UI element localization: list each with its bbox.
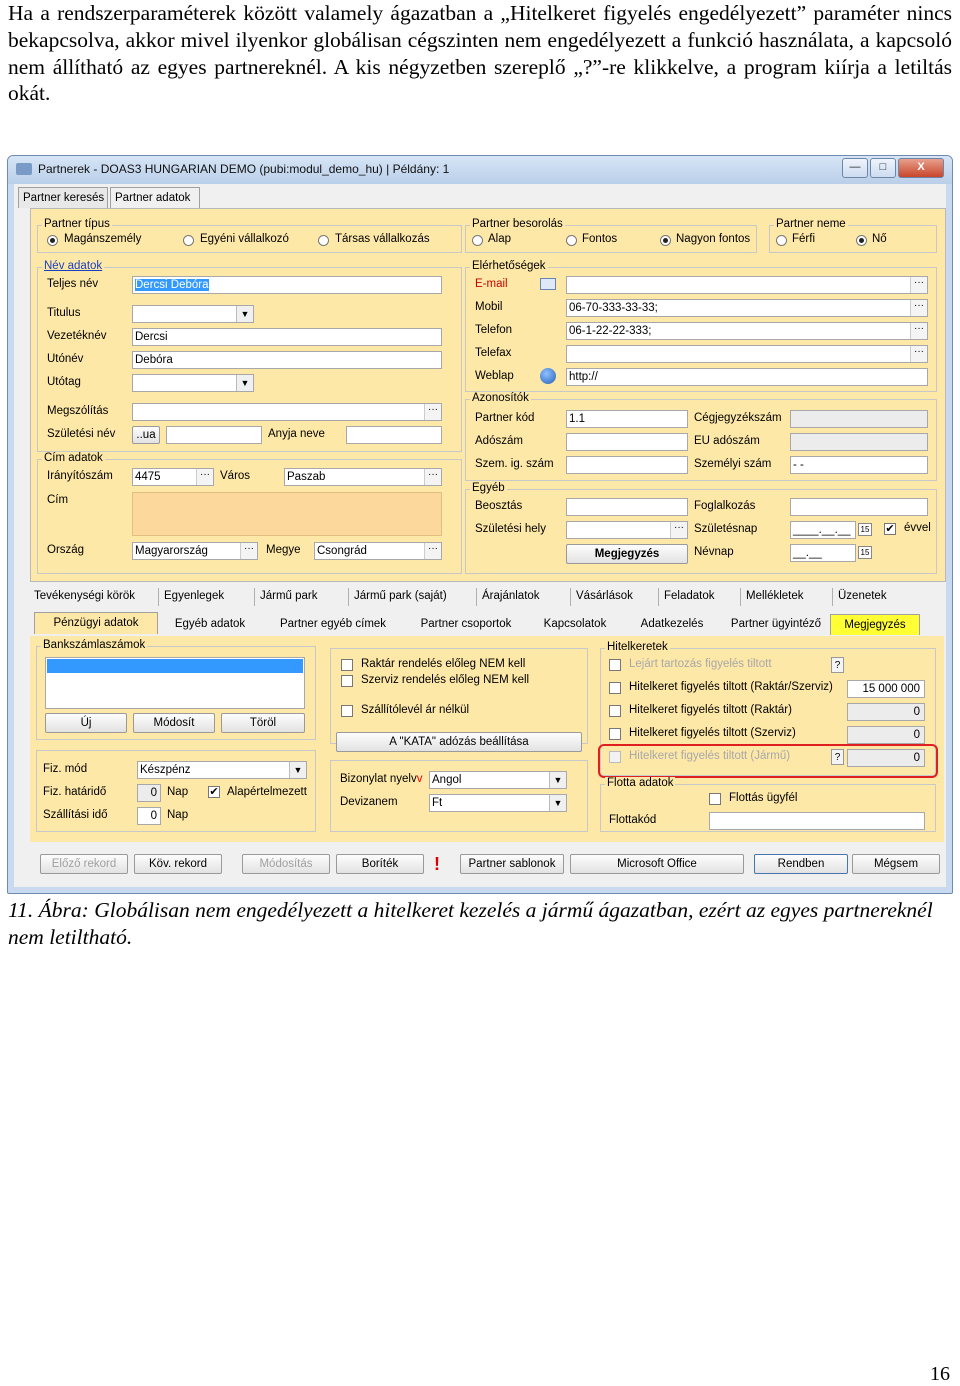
- weblap-field[interactable]: http://: [566, 368, 928, 386]
- ellipsis-icon[interactable]: ···: [910, 277, 927, 293]
- label-megye: Megye: [266, 544, 301, 556]
- ellipsis-icon[interactable]: ···: [424, 469, 441, 485]
- megsem-button[interactable]: Mégsem: [852, 854, 940, 874]
- azonositok-group: [465, 392, 937, 481]
- radio-tarsas-vallalkozas[interactable]: [318, 235, 329, 246]
- label-hitelkeret-szerviz: Hitelkeret figyelés tiltott (Szerviz): [629, 727, 796, 739]
- label-ferfi: Férfi: [792, 233, 815, 245]
- teljes-nev-value: Dercsi Debóra: [135, 279, 209, 291]
- label-nagyon-fontos: Nagyon fontos: [676, 233, 751, 245]
- adoszam-field[interactable]: [566, 433, 688, 451]
- cim-field[interactable]: [132, 492, 442, 536]
- partner-tipus-legend: Partner típus: [44, 218, 110, 230]
- tabs-row-1: [30, 587, 944, 609]
- hitelkeret-jarmu-value[interactable]: 0: [847, 749, 925, 767]
- bizonylat-nyelv-select[interactable]: [429, 771, 567, 789]
- mobil-field[interactable]: [566, 299, 928, 317]
- modosit-button[interactable]: Módosít: [133, 713, 215, 733]
- titulus-select[interactable]: [132, 305, 254, 323]
- label-varos: Város: [220, 470, 251, 482]
- uj-button[interactable]: Új: [45, 713, 127, 733]
- ellipsis-icon[interactable]: ···: [910, 346, 927, 362]
- fiz-mod-select[interactable]: [137, 761, 307, 779]
- szallitasi-ido-field[interactable]: 0: [137, 807, 161, 825]
- bizonylat-nyelv-mark: v: [416, 773, 423, 785]
- bizonylat-nyelv-text: Bizonylat nyelv: [340, 773, 417, 785]
- label-no: Nő: [872, 233, 887, 245]
- title-bar: [8, 156, 952, 184]
- partner-window: [7, 155, 953, 894]
- flottas-ugyfel-checkbox[interactable]: [709, 793, 721, 805]
- iranyitoszam-value: 4475: [135, 471, 161, 483]
- tab-row1-item[interactable]: Jármű park (saját): [354, 590, 447, 602]
- label-utonev: Utónév: [47, 353, 84, 365]
- label-utotag: Utótag: [47, 376, 81, 388]
- chevron-down-icon: ▼: [549, 772, 566, 788]
- label-szallitasi-ido: Szállítási idő: [43, 809, 108, 821]
- tab-row1-item[interactable]: Üzenetek: [838, 590, 887, 602]
- azonositok-legend: Azonosítók: [472, 392, 529, 404]
- label-cegjegyzekszam: Cégjegyzékszám: [694, 412, 782, 424]
- tab-row1-item[interactable]: Egyenlegek: [164, 590, 225, 602]
- megye-value: Csongrád: [317, 545, 367, 557]
- tabs-row-2: [30, 612, 944, 634]
- tab-separator: [740, 588, 741, 606]
- fiz-mod-value: Készpénz: [140, 764, 191, 776]
- partner-kod-field[interactable]: 1.1: [566, 410, 688, 428]
- window-client: [14, 184, 946, 887]
- tab-row1-item[interactable]: Árajánlatok: [482, 590, 540, 602]
- tab-row2-item[interactable]: Egyéb adatok: [174, 618, 246, 630]
- devizanem-select[interactable]: [429, 794, 567, 812]
- label-partner-kod: Partner kód: [475, 412, 535, 424]
- hitelkeret-raktar-value[interactable]: 0: [847, 703, 925, 721]
- vezeteknev-field[interactable]: Dercsi: [132, 328, 442, 346]
- label-hitelkeret-raktar: Hitelkeret figyelés tiltott (Raktár): [629, 704, 792, 716]
- label-szuletesnap: Születésnap: [694, 523, 758, 535]
- label-szerviz-eloleg: Szerviz rendelés előleg NEM kell: [361, 674, 530, 686]
- megye-field[interactable]: [314, 542, 442, 560]
- calendar-icon[interactable]: 15: [858, 523, 872, 536]
- telefax-field[interactable]: [566, 345, 928, 363]
- label-maganszemely: Magánszemély: [64, 233, 142, 245]
- label-foglalkozas: Foglalkozás: [694, 500, 756, 512]
- ellipsis-icon[interactable]: ···: [670, 522, 687, 538]
- kov-rekord-button[interactable]: Köv. rekord: [134, 854, 222, 874]
- utonev-field[interactable]: Debóra: [132, 351, 442, 369]
- tab-partner-kereses[interactable]: Partner keresés: [18, 187, 108, 208]
- highlight-frame: [598, 744, 938, 778]
- tab-row2-item[interactable]: Partner csoportok: [420, 618, 512, 630]
- hitelkeret-szerviz-checkbox[interactable]: [609, 728, 621, 740]
- label-email: E-mail: [475, 278, 508, 290]
- foglalkozas-field[interactable]: [790, 498, 928, 516]
- bankszamlaszamok-group: [36, 639, 316, 740]
- szallitolevel-checkbox[interactable]: [341, 705, 353, 717]
- fiz-hatarido-field[interactable]: 0: [137, 784, 161, 802]
- label-hitelkeret-jarmu: Hitelkeret figyelés tiltott (Jármű): [629, 750, 791, 762]
- label-megszolitas: Megszólítás: [47, 405, 109, 417]
- varos-value: Paszab: [287, 471, 326, 483]
- label-bizonylat-nyelv: [340, 773, 422, 785]
- label-mobil: Mobil: [475, 301, 503, 313]
- radio-nagyon-fontos[interactable]: [660, 235, 671, 246]
- label-nap-2: Nap: [167, 809, 189, 821]
- ellipsis-icon[interactable]: ···: [196, 469, 213, 485]
- chevron-down-icon: ▼: [236, 306, 253, 322]
- rendben-button[interactable]: Rendben: [754, 854, 848, 874]
- szuletesi-nev-field[interactable]: [166, 426, 262, 444]
- kata-button[interactable]: A "KATA" adózás beállítása: [336, 732, 582, 752]
- minimize-button[interactable]: —: [842, 158, 868, 178]
- iranyitoszam-field[interactable]: [132, 468, 214, 486]
- nevnap-field[interactable]: __.__: [790, 544, 856, 562]
- calendar-icon[interactable]: 15: [858, 546, 872, 559]
- rendeles-group: [330, 648, 588, 744]
- selected-row[interactable]: [47, 659, 303, 673]
- tab-separator: [658, 588, 659, 606]
- raktar-elolegl-checkbox[interactable]: [341, 659, 353, 671]
- bankszamla-list[interactable]: [45, 657, 305, 709]
- boritek-button[interactable]: Boríték: [336, 854, 424, 874]
- question-icon[interactable]: ?: [831, 749, 844, 765]
- hitelkeretek-legend: Hitelkeretek: [607, 641, 668, 653]
- label-flottas-ugyfel: Flottás ügyfél: [729, 792, 798, 804]
- partner-besorolas-group: [465, 218, 757, 253]
- tab-row2-item[interactable]: Megjegyzés: [830, 614, 920, 635]
- hitelkeret-szerviz-value[interactable]: 0: [847, 726, 925, 744]
- label-eu-adoszam: EU adószám: [694, 435, 760, 447]
- label-nap-1: Nap: [167, 786, 189, 798]
- cim-adatok-legend: Cím adatok: [44, 452, 103, 464]
- label-orszag: Ország: [47, 544, 85, 556]
- nev-adatok-legend[interactable]: Név adatok: [44, 260, 103, 272]
- tab-partner-adatok[interactable]: Partner adatok: [110, 187, 200, 210]
- label-tarsas-vallalkozas: Társas vállalkozás: [335, 233, 430, 245]
- window-title: Partnerek - DOAS3 HUNGARIAN DEMO (pubi:modul_demo_hu) | Példány: 1: [38, 162, 450, 176]
- email-field[interactable]: [566, 276, 928, 294]
- app-icon: [16, 163, 32, 175]
- ellipsis-icon[interactable]: ···: [424, 404, 441, 420]
- envelope-icon[interactable]: [540, 278, 556, 290]
- tab-separator: [832, 588, 833, 606]
- radio-no[interactable]: [856, 235, 867, 246]
- evvel-checkbox[interactable]: ✔: [885, 523, 895, 535]
- radio-egyeni-vallalkozo[interactable]: [183, 235, 194, 246]
- tab-row1-item[interactable]: Tevékenységi körök: [34, 590, 135, 602]
- label-cim: Cím: [47, 494, 69, 506]
- partner-besorolas-legend: Partner besorolás: [472, 218, 563, 230]
- maximize-button[interactable]: □: [870, 158, 896, 178]
- tab-row2-item[interactable]: Pénzügyi adatok: [34, 612, 158, 634]
- partner-sablonok-button[interactable]: Partner sablonok: [460, 854, 564, 874]
- label-egyeni-vallalkozo: Egyéni vállalkozó: [200, 233, 289, 245]
- egyeb-group: [465, 482, 937, 574]
- label-szuletesi-nev: Születési név: [47, 428, 116, 440]
- varos-field[interactable]: [284, 468, 442, 486]
- chevron-down-icon: ▼: [236, 375, 253, 391]
- tab-row1-item[interactable]: Mellékletek: [746, 590, 804, 602]
- hitelkeret-raktar-szerviz-checkbox[interactable]: [609, 682, 621, 694]
- globe-icon[interactable]: [540, 368, 556, 384]
- szuletesnap-field[interactable]: ____.__.__: [790, 521, 856, 539]
- cegjegyzekszam-field[interactable]: [790, 410, 928, 428]
- alapertelmezett-checkbox[interactable]: ✔: [209, 786, 219, 798]
- flotta-legend: Flotta adatok: [607, 777, 674, 789]
- megszolitas-field[interactable]: [132, 403, 442, 421]
- beosztas-field[interactable]: [566, 498, 688, 516]
- label-titulus: Titulus: [47, 307, 81, 319]
- szem-ig-szam-field[interactable]: [566, 456, 688, 474]
- label-lejart-tartozas: Lejárt tartozás figyelés tiltott: [629, 658, 772, 670]
- utotag-select[interactable]: [132, 374, 254, 392]
- radio-maganszemely[interactable]: [47, 235, 58, 246]
- tab-row1-item[interactable]: Vásárlások: [576, 590, 633, 602]
- elerhetosegek-legend: Elérhetőségek: [472, 260, 546, 272]
- eu-adoszam-field[interactable]: [790, 433, 928, 451]
- szerviz-eloleg-checkbox[interactable]: [341, 675, 353, 687]
- microsoft-office-button[interactable]: Microsoft Office: [570, 854, 744, 874]
- chevron-down-icon: ▼: [549, 795, 566, 811]
- mobil-value: 06-70-333-33-33;: [569, 302, 658, 314]
- cim-adatok-group: [37, 452, 462, 574]
- label-alap: Alap: [488, 233, 512, 245]
- tab-row1-item[interactable]: Feladatok: [664, 590, 715, 602]
- label-fontos: Fontos: [582, 233, 618, 245]
- figure-caption: 11. Ábra: Globálisan nem engedélyezett a hitelkeret kezelés a jármű ágazatban, ezért az egyes partnereknél nem letiltható.: [8, 898, 933, 949]
- label-beosztas: Beosztás: [475, 500, 523, 512]
- label-szemelyi-szam: Személyi szám: [694, 458, 772, 470]
- ellipsis-icon[interactable]: ···: [910, 300, 927, 316]
- label-iranyitoszam: Irányítószám: [47, 470, 113, 482]
- tab-row2-item[interactable]: Kapcsolatok: [543, 618, 607, 630]
- label-adoszam: Adószám: [475, 435, 523, 447]
- ellipsis-icon[interactable]: ···: [424, 543, 441, 559]
- label-szem-ig-szam: Szem. ig. szám: [475, 458, 554, 470]
- telefon-value: 06-1-22-22-333;: [569, 325, 652, 337]
- label-telefax: Telefax: [475, 347, 512, 359]
- radio-ferfi[interactable]: [776, 235, 787, 246]
- ua-button[interactable]: ..ua: [132, 426, 160, 444]
- teljes-nev-field[interactable]: [132, 276, 442, 294]
- tab-row2-item[interactable]: Adatkezelés: [640, 618, 704, 630]
- fizetes-group: [36, 750, 316, 832]
- modositas-button[interactable]: Módosítás: [242, 854, 330, 874]
- warning-icon[interactable]: !: [434, 854, 440, 874]
- flottakod-field[interactable]: [709, 812, 925, 830]
- tab-row2-item[interactable]: Partner ügyintéző: [730, 618, 822, 630]
- lejart-tartozas-checkbox[interactable]: [609, 659, 621, 671]
- hitelkeret-raktar-checkbox[interactable]: [609, 705, 621, 717]
- label-szuletesi-hely: Születési hely: [475, 523, 546, 535]
- orszag-field[interactable]: [132, 542, 258, 560]
- chevron-down-icon: ▼: [289, 762, 306, 778]
- label-evvel: évvel: [904, 522, 931, 534]
- flotta-group: [600, 777, 936, 832]
- label-devizanem: Devizanem: [340, 796, 398, 808]
- anyja-neve-field[interactable]: [346, 426, 442, 444]
- bizonylat-nyelv-value: Angol: [432, 774, 462, 786]
- egyeb-legend: Egyéb: [472, 482, 505, 494]
- elozo-rekord-button[interactable]: Előző rekord: [40, 854, 128, 874]
- devizanem-value: Ft: [432, 797, 443, 809]
- partner-neme-group: [769, 218, 937, 253]
- label-hitelkeret-raktar-szerviz: Hitelkeret figyelés tiltott (Raktár/Szerviz): [629, 681, 833, 693]
- tab-separator: [570, 588, 571, 606]
- label-vezeteknev: Vezetéknév: [47, 330, 107, 342]
- szemelyi-szam-field[interactable]: - -: [790, 456, 928, 474]
- financial-panel: [30, 636, 944, 842]
- label-fiz-mod: Fiz. mód: [43, 763, 88, 775]
- tab-separator: [348, 588, 349, 606]
- label-weblap: Weblap: [475, 370, 514, 382]
- ellipsis-icon[interactable]: ···: [910, 323, 927, 339]
- partner-data-panel: [30, 208, 946, 582]
- tab-row2-item[interactable]: Partner egyéb címek: [279, 618, 387, 630]
- bankszamlaszamok-legend: Bankszámlaszámok: [43, 639, 146, 651]
- label-szallitolevel: Szállítólevél ár nélkül: [361, 704, 470, 716]
- close-button[interactable]: X: [898, 158, 944, 178]
- tab-separator: [476, 588, 477, 606]
- label-nevnap: Névnap: [694, 546, 734, 558]
- ellipsis-icon[interactable]: ···: [240, 543, 257, 559]
- label-telefon: Telefon: [475, 324, 513, 336]
- tab-separator: [254, 588, 255, 606]
- label-teljes-nev: Teljes név: [47, 278, 99, 290]
- intro-paragraph: Ha a rendszerparaméterek között valamely ágazatban a „Hitelkeret figyelés engedélyezett” paraméter nincs bekapcsolva, akkor mivel ilyenkor globálisan cégszinten nem engedélyezett a funkció használata, a kapcsoló nem állítható az egyes partnereknél. A kis négyzetben szereplő „?”-re klikkelve, a program kiírja a letiltás okát.: [8, 1, 952, 106]
- nev-adatok-group: [37, 260, 462, 452]
- label-alapertelmezett: Alapértelmezett: [227, 786, 307, 798]
- partner-tipus-group: [37, 218, 462, 253]
- radio-alap[interactable]: [472, 235, 483, 246]
- orszag-value: Magyarország: [135, 545, 208, 557]
- label-flottakod: Flottakód: [609, 814, 657, 826]
- label-raktar-eloleg: Raktár rendelés előleg NEM kell: [361, 658, 526, 670]
- telefon-field[interactable]: [566, 322, 928, 340]
- question-icon[interactable]: ?: [831, 657, 844, 673]
- szuletesi-hely-field[interactable]: [566, 521, 688, 539]
- tab-separator: [158, 588, 159, 606]
- label-anyja-neve: Anyja neve: [268, 428, 325, 440]
- elerhetosegek-group: [465, 260, 937, 392]
- megjegyzes-button[interactable]: Megjegyzés: [566, 544, 688, 564]
- page-number: 16: [930, 1363, 950, 1385]
- label-fiz-hatarido: Fiz. határidő: [43, 786, 107, 798]
- partner-neme-legend: Partner neme: [776, 218, 846, 230]
- torol-button[interactable]: Töröl: [221, 713, 305, 733]
- radio-fontos[interactable]: [566, 235, 577, 246]
- tab-row1-item[interactable]: Jármű park: [260, 590, 318, 602]
- nyelv-group: [330, 760, 588, 832]
- hitelkeret-raktar-szerviz-value[interactable]: 15 000 000: [847, 680, 925, 698]
